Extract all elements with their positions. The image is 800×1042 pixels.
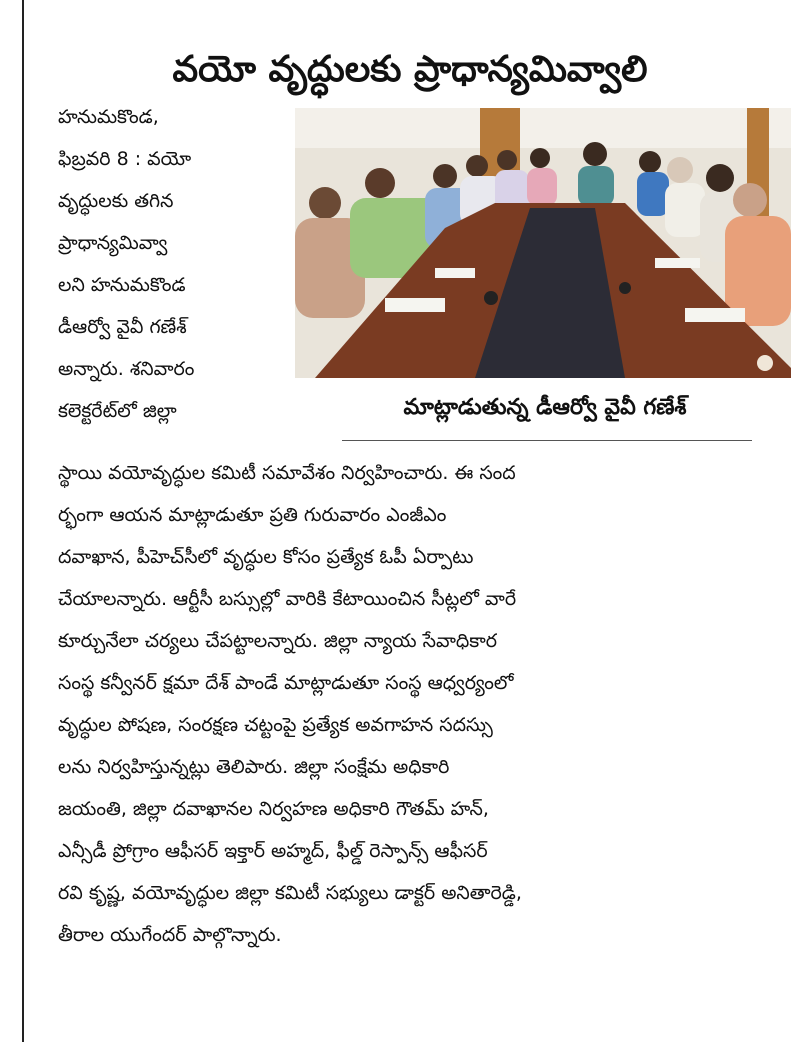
photo-caption: మాట్లాడుతున్న డీఆర్వో వైవీ గణేశ్	[403, 395, 687, 420]
side-line: కలెక్టరేట్‌లో జిల్లా	[58, 400, 177, 422]
body-line: చేయాలన్నారు. ఆర్టీసీ బస్సుల్లో వారికి కేటాయించిన సీట్లలో వారే	[58, 588, 517, 610]
meeting-photo	[295, 108, 791, 378]
side-line: ప్రాధాన్యమివ్వా	[58, 232, 168, 254]
body-line: వృద్ధుల పోషణ, సంరక్షణ చట్టంపై ప్రత్యేక అవగాహన సదస్సు	[58, 714, 493, 736]
article-body	[58, 452, 790, 956]
body-line: స్థాయి వయోవృద్ధుల కమిటీ సమావేశం నిర్వహించారు. ఈ సంద	[58, 462, 516, 484]
body-line: దవాఖాన, పీహెచ్‌సీలో వృద్ధుల కోసం ప్రత్యేక ఓపీ ఏర్పాటు	[58, 546, 474, 568]
body-line: రవి కృష్ణ, వయోవృద్ధుల జిల్లా కమిటీ సభ్యులు డాక్టర్ అనితారెడ్డి,	[58, 882, 522, 904]
body-line: తీరాల యుగేందర్ పాల్గొన్నారు.	[58, 924, 282, 946]
body-line: కూర్చునేలా చర్యలు చేపట్టాలన్నారు. జిల్లా న్యాయ సేవాధికార	[58, 630, 498, 652]
side-line: డీఆర్వో వైవీ గణేశ్	[58, 316, 187, 338]
column-divider	[22, 0, 24, 1042]
side-line: ఫిబ్రవరి 8 : వయో	[58, 148, 192, 170]
caption-divider	[342, 440, 752, 441]
body-line: లను నిర్వహిస్తున్నట్లు తెలిపారు. జిల్లా సంక్షేమ అధికారి	[58, 756, 450, 778]
article-headline: వయో వృద్ధులకు ప్రాధాన్యమివ్వాలి	[172, 49, 648, 91]
body-line: సంస్థ కన్వీనర్ క్షమా దేశ్ పాండే మాట్లాడుతూ సంస్థ ఆధ్వర్యంలో	[58, 672, 514, 694]
body-line: ఎన్సీడీ ప్రోగ్రాం ఆఫీసర్ ఇక్తార్ అహ్మద్, ఫీల్డ్ రెస్పాన్స్ ఆఫీసర్	[58, 840, 488, 862]
body-line: ర్భంగా ఆయన మాట్లాడుతూ ప్రతి గురువారం ఎంజీఎం	[58, 504, 447, 526]
side-line: లని హనుమకొండ	[58, 274, 186, 296]
side-line: అన్నారు. శనివారం	[58, 358, 195, 380]
body-line: జయంతి, జిల్లా దవాఖానల నిర్వహణ అధికారి గౌతమ్ హన్,	[58, 798, 489, 820]
side-column-text	[58, 96, 278, 432]
side-line: వృద్ధులకు తగిన	[58, 190, 174, 212]
side-line: హనుమకొండ,	[58, 106, 159, 128]
